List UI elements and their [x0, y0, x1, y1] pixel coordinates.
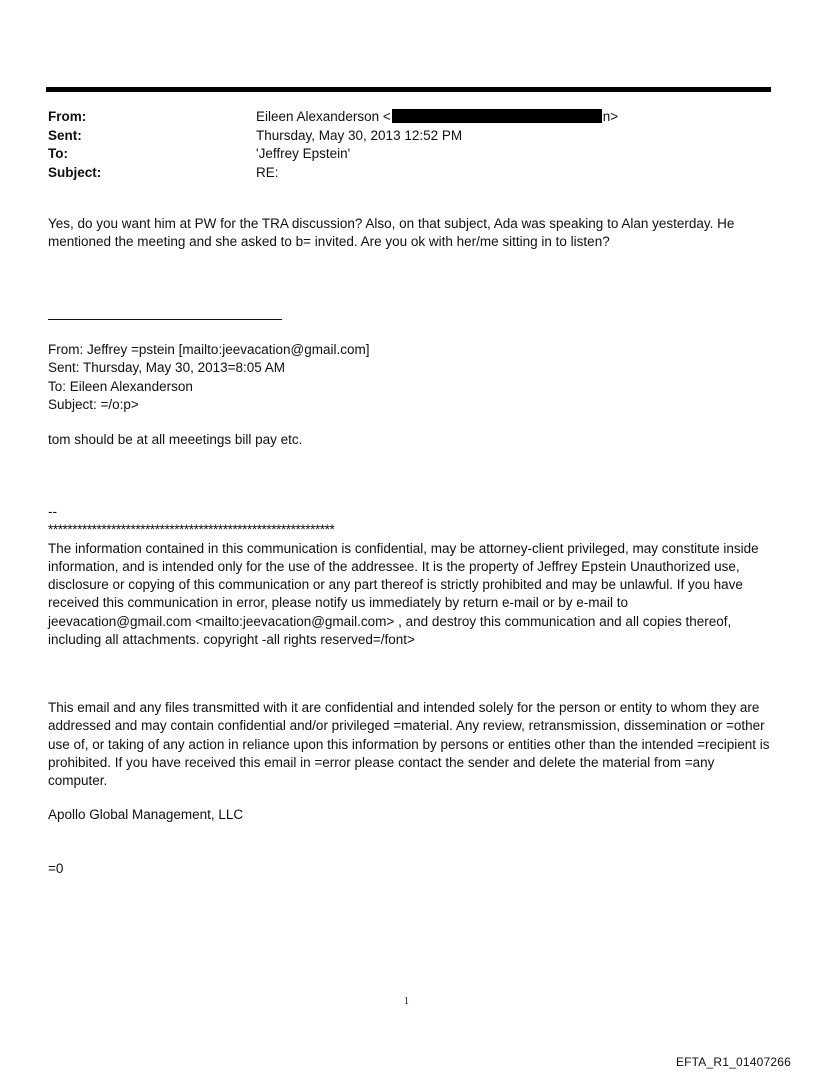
subject-label: Subject: [48, 164, 102, 180]
company-signature [48, 806, 773, 824]
disclaimer-block [48, 503, 773, 649]
document-id: EFTA_R1_01407266 [675, 1055, 791, 1069]
sent-value: Thursday, May 30, 2013 12:52 PM [256, 127, 463, 143]
subject-row [48, 164, 618, 183]
subject-value: RE: [256, 164, 279, 180]
quoted-subject: Subject: =/o:p> [48, 396, 139, 412]
company-name: Apollo Global Management, LLC [48, 807, 244, 822]
to-label: To: [48, 146, 68, 161]
disclaimer-dashes: -- [48, 504, 57, 519]
from-name: Eileen Alexanderson < [256, 109, 391, 124]
sent-label: Sent: [48, 127, 82, 143]
quoted-body [48, 431, 773, 449]
disclaimer-text: The information contained in this communication is confidential, may be attorney-client privileged, may constitute inside information, and is intended only for the use of the addressee. It is the property of Jeffrey Epstein Unauthorized use, disclosure or copying of this communication or any part thereof is strictly prohibited and may be unlawful. If you have received this communication in error, please notify us immediately by return e-mail or by e-mail to jeevacation@gmail.com <mailto:jeevacation@gmail.com> , and destroy this communication and all copies thereof, including all attachments. copyright -all rights reserved=/font> [48, 540, 759, 648]
sent-row [48, 127, 618, 146]
email-header [48, 108, 618, 182]
footer-notice [48, 699, 773, 790]
from-row [48, 108, 618, 127]
disclaimer-stars: *********************************************************** [48, 522, 335, 538]
to-value: 'Jeffrey Epstein' [256, 146, 351, 161]
to-row [48, 145, 618, 164]
quoted-body-text: tom should be at all meeetings bill pay etc. [48, 432, 303, 447]
page-number: 1 [404, 996, 409, 1007]
quoted-to: To: Eileen Alexanderson [48, 378, 193, 394]
quoted-header [48, 341, 773, 414]
reply-text: Yes, do you want him at PW for the TRA discussion? Also, on that subject, Ada was speaking to Alan yesterday. He mentioned the meeting and she asked to b= invited. Are you ok with her/me sitting in to listen? [48, 216, 735, 250]
quoted-sent: Sent: Thursday, May 30, 2013=8:05 AM [48, 360, 286, 376]
quote-separator [48, 319, 282, 320]
end-marker [48, 860, 773, 878]
footer-notice-text: This email and any files transmitted with it are confidential and intended solely for the person or entity to whom they are addressed and may contain confidential and/or privileged =material. Any review, retransmission, dissemination or =other use of, or taking of any action in reliance upon this information by persons or entities other than the intended =recipient is prohibited. If you have received this email in =error please contact the sender and delete the material from =any computer. [48, 700, 770, 789]
redaction-box [392, 109, 602, 123]
quoted-from: From: Jeffrey =pstein [mailto:jeevacation@gmail.com] [48, 342, 370, 357]
from-tail: n> [602, 109, 619, 124]
reply-body [48, 215, 773, 252]
end-marker-text: =0 [48, 861, 64, 876]
from-value [256, 108, 618, 127]
header-rule [46, 87, 771, 92]
from-label: From: [48, 109, 87, 124]
